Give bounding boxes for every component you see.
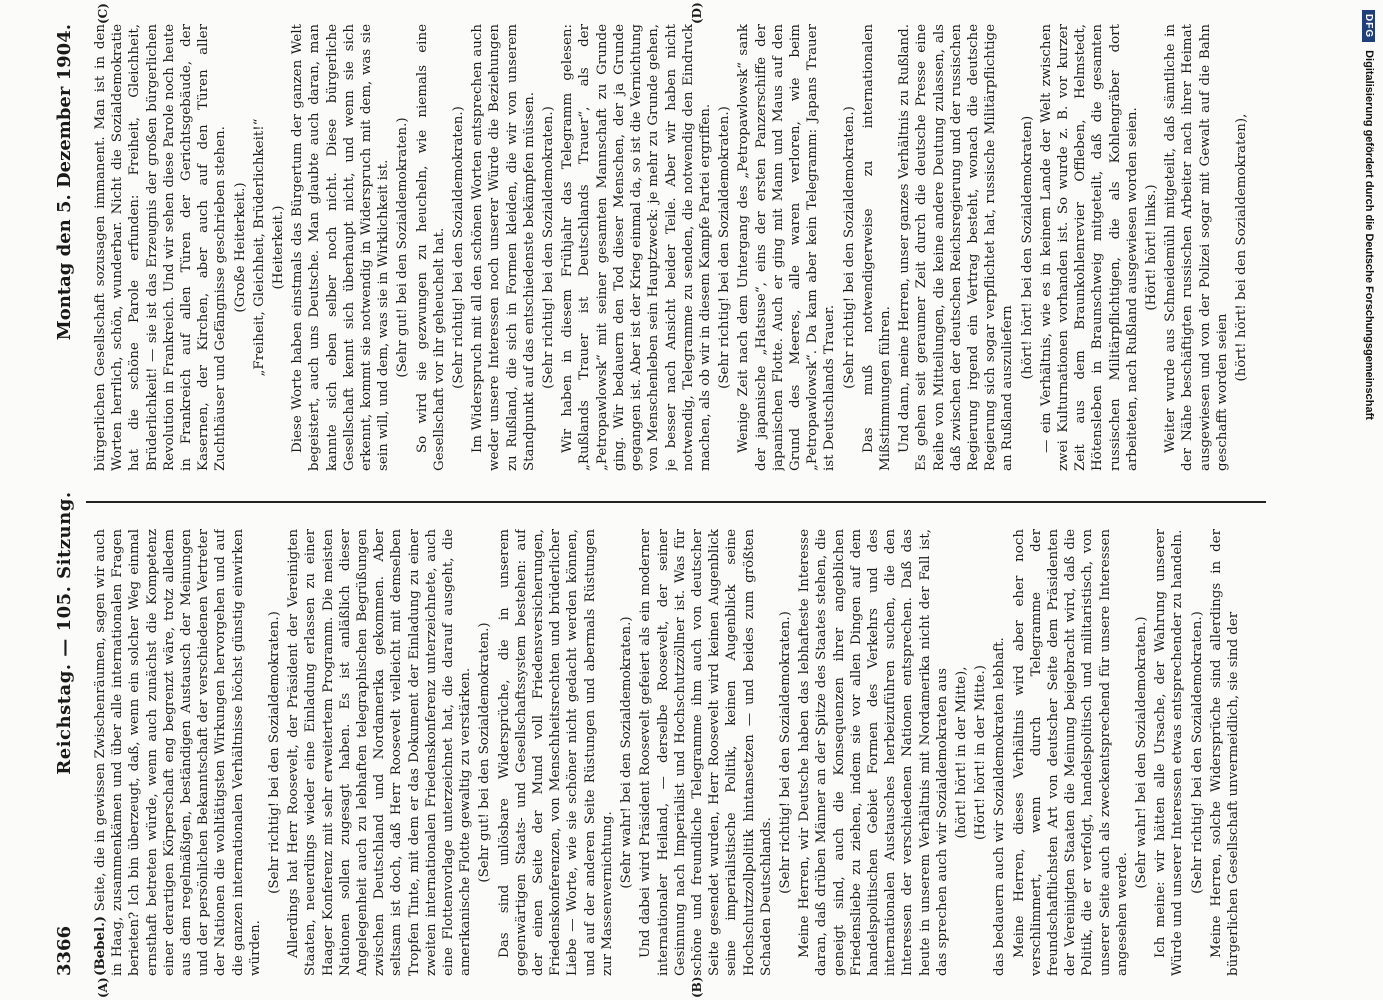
speaker-name: (Bebel.) [92,915,108,976]
margin-mark-c: (C) [96,3,110,24]
paragraph-text: das bedauern auch wir Sozialdemokraten lebhaft. [992,637,1008,976]
interjection: (Heiterkeit.) [271,205,287,290]
paragraph-text: Allerdings hat Herr Roosevelt, der Präsident der Vereinigten Staaten, neuerdings wieder eine Einladung erlassen zu einer Haager Konferenz mit sehr erweitertem Programm. Die meisten Nationen sollen zugesagt haben. Es ist anläßlich dieser Angelegenheit auch zu lebhaften telegraphischen Begrüßungen zwischen Deutschland und Nordamerika gekommen. Aber seltsam ist doch, daß Herr Roosevelt vielleicht mit demselben Tropfen Tinte, mit dem er das Dokument der Einladung zu einer zweiten internationalen Friedenskonferenz unterzeichnete, auch eine Flottenvorlage unterzeichnet hat, die darauf ausgeht, die amerikanische Flotte gewaltig zu verstärken. [286,529,474,976]
interjection: „Freiheit, Gleichheit, Brüderlichkeit!“ [251,118,267,377]
interjection: (Sehr richtig! bei den Sozialdemokraten.) [717,106,733,389]
session-date: Montag den 5. Dezember 1904. [53,24,75,341]
paragraph-text: Wir haben in diesem Frühjahr das Telegramm gelesen: „Rußlands Trauer ist Deutschlands Trauer“, als der „Petropawlowsk“ mit seiner gesamten Mannschaft zu Grunde ging. Wir bedauern den Tod dieser Menschen, der ja Grunde gegangen ist. Aber ist der Krieg einmal da, so ist die Vernichtung von Menschenleben sein Hauptzweck: je mehr zu Grunde gehen, je besser nach Ansicht beider Teile. Aber wir haben nicht notwendig, Telegramme zu senden, die notwendig den Eindruck machen, als ob wir in diesem Kampfe Partei ergriffen. [560,24,713,471]
margin-mark-a: (A) [96,977,110,998]
page-number: 3366 [53,925,75,976]
interjection: (Sehr richtig! bei den Sozialdemokraten.) [541,106,557,389]
paragraph-text: bürgerlichen Gesellschaft sozusagen immanent. Man ist in den Worten herrlich, schön, wunderbar. Nicht die Sozialdemokratie hat die schöne Parole erfunden: Freiheit, Gleichheit, Brüderlichkeit! — sie ist das Erzeugnis der großen bürgerlichen Revolution in Frankreich. Und wir sehen diese Parole noch heute in Frankreich auf allen Türen der Gerichtsgebäude, der Kasernen, der Kirchen, aber auch auf den Türen aller Zuchthäuser und Gefängnisse geschrieben stehen. [93,24,229,471]
paragraph-text: Das muß notwendigerweise zu internationalen Mißstimmungen führen. [860,24,893,471]
interjection: (Sehr gut! bei den Sozialdemokraten.) [477,622,493,883]
paragraph-text: Ich meine: wir hätten alle Ursache, der Wahrung unserer Würde und unserer Interessen etwas entsprechender zu handeln. [1153,529,1186,976]
paragraph [896,24,1016,471]
paragraph-text: Meine Herren, wir Deutsche haben das lebhafteste Interesse daran, daß drüben Männer an der Spitze des Staates stehen, die geneigt sind, auch die Konsequenzen ihrer angeblichen Friedensliebe zu ziehen, indem sie vor allen Dingen auf dem handelspolitischen Gebiet Formen des Verkehrs und des internationalen Austausches herbeizuführen suchen, die den Interessen der verschiedenen Nationen entsprechen. Daß das heute in unserem Verhältnis mit Nordamerika nicht der Fall ist, das sprechen auch wir Sozialdemokraten aus [797,529,950,976]
paragraph [559,24,714,471]
paragraph [414,24,448,471]
paragraph-text: Meine Herren, dieses Verhältnis wird aber eher noch verschlimmert, wenn durch Telegramme der freundschaftlichsten Art von deutscher Seite dem Präsidenten der Vereinigten Staaten die Meinung beigebracht wird, daß die Politik, die er verfolgt, handelspolitisch und militaristisch, von unserer Seite auch als zweckentsprechend für unsere Interessen angesehen werde. [1011,529,1130,976]
paragraph [469,24,538,471]
paragraph [860,24,894,471]
paragraph [637,529,775,976]
interjection: (Sehr richtig! bei den Sozialdemokraten.) [777,611,793,894]
paragraph [1152,529,1186,976]
dfg-notice-text: Digitalisierung gefördert durch die Deutsche Forschungsgemeinschaft [1363,50,1375,420]
margin-mark-b: (B) [690,976,704,998]
interjection: (Hört! hört! in der Mitte.) [973,665,989,840]
column-divider [86,501,1266,503]
paragraph [735,24,838,471]
paragraph-text: So wird sie gezwungen zu heucheln, wie niemals eine Gesellschaft vor ihr geheuchelt hat. [414,24,447,471]
paragraph [1208,529,1242,976]
interjection: (Sehr richtig! bei den Sozialdemokraten.) [267,611,283,894]
paragraph [1162,24,1231,471]
paragraph-text: Das sind unlösbare Widersprüche, die in unserem gegenwärtigen Staats- und Gesellschaftssystem bestehen: auf der einen Seite der Mund voll Friedensversicherungen, Friedenskonferenzen, von Menschheitsrechten und brüderlicher Liebe — Worte, wie sie schöner nicht gedacht werden können, und auf der anderen Seite Rüstungen und abermals Rüstungen zur Massenvernichtung. [496,529,615,976]
paragraph [1038,24,1141,471]
paragraph [92,24,230,471]
paragraph-text: Und dann, meine Herren, unser ganzes Verhältnis zu Rußland. Es gehen seit geraumer Zeit durch die deutsche Presse eine Reihe von Mitteilungen, die keine andere Deutung zulassen, als daß zwischen der deutschen Reichsregierung und der russischen Regierung irgend ein Vertrag besteht, wonach die deutsche Regierung sich sogar verpflichtet hat, russische Militärpflichtige an Rußland auszuliefern [897,24,1016,471]
margin-mark-d: (D) [690,2,704,24]
dfg-sidebar [1358,10,1380,990]
paragraph-text: Diese Worte haben einstmals das Bürgertum der ganzen Welt begeistert, auch uns Deutsche. Man glaubte auch daran, man kannte sich eben selber noch nicht. Diese bürgerliche Gesellschaft kennt sich überhaupt nicht, und wenn sie sich erkennt, kommt sie notwendig in Widerspruch mit dem, was sie sein will, und dem, was sie in Wirklichkeit ist. [290,24,392,471]
paragraph-text: Seite, die in gewissen Zwischenräumen, sagen wir auch in Haag, zusammenkämen und über alle internationalen Fragen berieten? Ich bin überzeugt, daß, wenn ein solcher Weg einmal ernsthaft betreten würde, wenn auch zunächst die Kompetenz einer derartigen Körperschaft eng begrenzt wäre, trotz alledem aus dem regelmäßigen, beständigen Austausch der Meinungen und der persönlichen Bekanntschaft der verschiedenen Vertreter der Nationen die wohltätigsten Wirkungen hervorgehen und auf die ganzen internationalen Verhältnisse höchst günstig einwirken würden. [93,529,263,976]
paragraph [1011,529,1131,976]
interjection: (Sehr gut! bei den Sozialdemokraten.) [395,117,411,378]
paragraph [796,529,951,976]
interjection: (hört! hört! bei den Sozialdemokraten) [1019,115,1035,380]
interjection: (Sehr wahr! bei den Sozialdemokraten.) [619,616,635,889]
paragraph [92,529,264,976]
paragraph-text: — ein Verhältnis, wie es in keinem Lande der Welt zwischen zwei Kulturnationen vorhanden ist. So wurde z. B. vor kurzer Zeit aus dem Braunkohlenrevier Offleben, Helmstedt, Hötensleben in Braunschweig mitgeteilt, daß die gesamten russischen Militärpflichtigen, die als Kohlengräber dort arbeiteten, nach Rußland ausgewiesen worden seien. [1038,24,1140,471]
page-header [50,24,78,976]
interjection: (Sehr richtig! bei den Sozialdemokraten.) [841,106,857,389]
paragraph-text: Wenige Zeit nach dem Untergang des „Petropawlowsk“ sank der japanische „Hatsuse“, eins der ersten Panzerschiffe der japanischen Flotte. Auch er ging mit Mann und Maus auf den Grund des Meeres, alle waren verloren, wie beim „Petropawlowsk“. Da kam aber kein Telegramm: Japans Trauer ist Deutschlands Trauer. [736,24,838,471]
paragraph [285,529,474,976]
interjection: (Große Heiterkeit.) [232,182,248,313]
session-title: Reichstag. — 105. Sitzung. [53,491,75,775]
right-text-column [92,24,1262,471]
paragraph-text: Weiter wurde aus Schneidemühl mitgeteilt, daß sämtliche in der Nähe beschäftigten russischen Arbeiter nach ihrer Heimat ausgewiesen und von der Polizei sogar mit Gewalt auf die Bahn geschafft worden seien [1163,24,1230,471]
paragraph [496,529,616,976]
interjection: (hört! hört! bei den Sozialdemokraten), [1234,113,1249,382]
dfg-logo: DFG [1363,10,1376,42]
paragraph-text: Im Widerspruch mit all den schönen Worten entsprechen auch weder unsere Interessen noch unserer Würde die Beziehungen zu Rußland, die sich in Formen kleiden, die wir von unserem Standpunkt auf das entschiedenste bekämpfen müssen. [470,24,537,471]
left-text-column [92,529,1262,976]
interjection: (Sehr richtig! bei den Sozialdemokraten.) [451,106,467,389]
interjection: (hört! hört! in der Mitte), [953,666,969,839]
paragraph [289,24,392,471]
interjection: (Sehr wahr! bei den Sozialdemokraten.) [1133,616,1149,889]
paragraph-text: Meine Herren, solche Widersprüche sind allerdings in der bürgerlichen Gesellschaft unvermeidlich, sie sind der [1208,529,1241,976]
paragraph [991,529,1008,976]
interjection: (Sehr richtig! bei den Sozialdemokraten.) [1189,611,1205,894]
interjection: (Hört! hört! links.) [1143,184,1159,311]
paragraph-text: Und dabei wird Präsident Roosevelt gefeiert als ein moderner internationaler Heiland, — derselbe Roosevelt, der seiner Gesinnung nach Imperialist und Hochschutzzöllner ist. Was für schöne und freundliche Telegramme ihm auch von deutscher Seite gesendet wurden, Herr Roosevelt wird keinen Augenblick seine imperialistische Politik, keinen Augenblick seine Hochschutzzollpolitik hintansetzen — und beides zum größten Schaden Deutschlands. [638,529,774,976]
